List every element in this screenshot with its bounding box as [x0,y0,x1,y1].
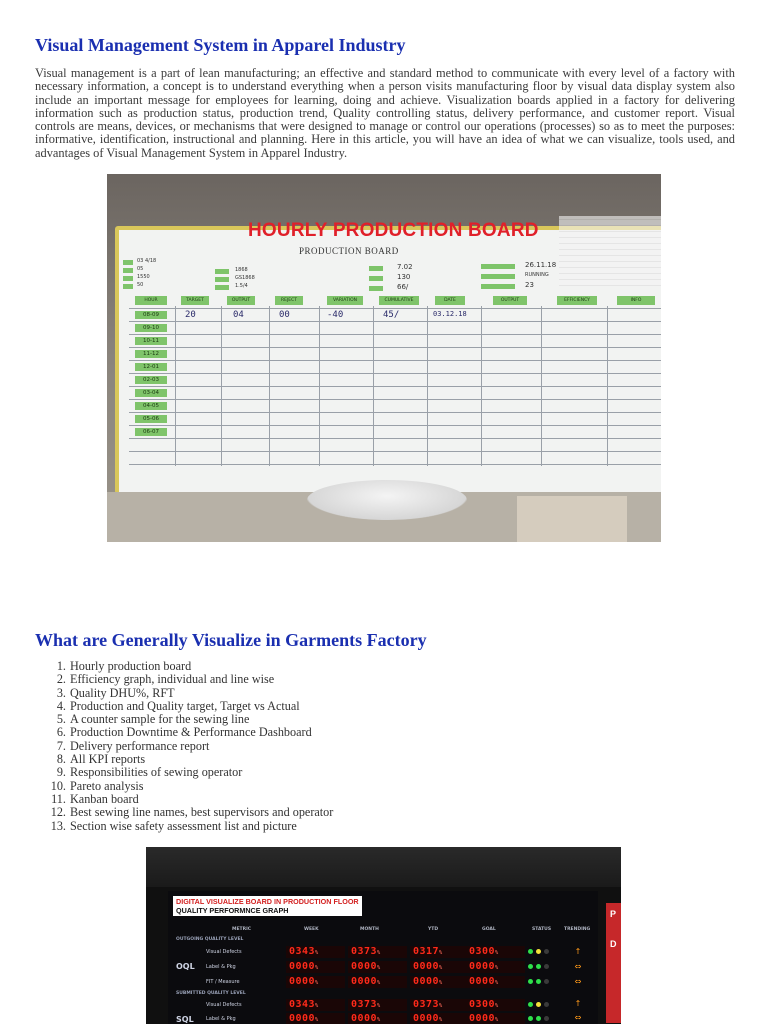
hourly-production-board-photo [107,174,661,542]
section-heading-visualize: What are Generally Visualize in Garments Factory [35,630,427,650]
trend-flat-icon: ⇔ [574,1013,582,1022]
handwritten-value: 20 [185,310,196,320]
board-group-label: SQL [176,1015,194,1024]
visualize-list [35,660,333,833]
led-ytd: 0000% [410,1013,469,1024]
grid-col-header: REJECT [275,296,303,305]
board-field: RUNNING [525,272,549,278]
board-field: 50 [137,282,144,288]
grid-col-header: CUMULATIVE [379,296,419,305]
board-field: 03 4/18 [137,258,157,264]
grid-col-header: INFO [617,296,655,305]
board-metric: Visual Defects [206,949,242,955]
list-item: 8. All KPI reports [69,753,333,766]
board-section-label: OUTGOING QUALITY LEVEL [176,937,244,942]
time-slot: 02-03 [135,376,167,384]
board-field: 05 [137,266,144,272]
led-ytd: 0000% [410,961,469,973]
time-slot: 08-09 [135,311,167,319]
board-header: YTD [428,927,439,932]
time-slot: 12-01 [135,363,167,371]
led-month: 0000% [348,976,407,988]
side-red-panel: P D [606,903,621,1023]
board-field: 130 [397,273,411,281]
board-group-label: OQL [176,962,195,971]
handwritten-value: -40 [327,310,344,320]
list-item: 1. Hourly production board [69,660,333,673]
handwritten-value: 04 [233,310,244,320]
status-lights [528,977,558,987]
led-goal: 0000% [466,961,525,973]
list-item: 7. Delivery performance report [69,740,333,753]
grid-col-header: TARGET [181,296,209,305]
time-slot: 09-10 [135,324,167,332]
board-field: 1.5/4 [235,283,248,289]
time-slot: 10-11 [135,337,167,345]
caption-line-2: QUALITY PERFORMNCE GRAPH [176,906,289,915]
photo-board-caption: PRODUCTION BOARD [299,246,399,256]
led-week: 0343% [286,999,345,1011]
trend-up-icon: ↑ [574,999,582,1008]
time-slot: 11-12 [135,350,167,358]
photo-title-hourly-production-board: HOURLY PRODUCTION BOARD [248,220,539,241]
digital-visualize-board-photo [146,847,621,1024]
board-metric: Label & Pkg [206,964,236,970]
list-item: 6. Production Downtime & Performance Dashboard [69,726,333,739]
board-field: 66/ [397,283,409,291]
board-metric: Label & Pkg [206,1016,236,1022]
status-lights [528,1014,558,1024]
grid-col-header: EFFICIENCY [557,296,597,305]
status-lights [528,947,558,957]
led-ytd: 0317% [410,946,469,958]
trend-flat-icon: ⇔ [574,977,582,986]
led-month: 0373% [348,946,407,958]
list-item: 3. Quality DHU%, RFT [69,687,333,700]
time-slot: 05-06 [135,415,167,423]
led-month: 0000% [348,1013,407,1024]
board-header: WEEK [304,927,319,932]
led-month: 0373% [348,999,407,1011]
intro-paragraph: Visual management is a part of lean manufacturing; an effective and standard method to communicate with every level of a factory with necessary information, a concept is to understand everything when a person visits manufacturing floor by visual data display system also include an important message for employees for learning, doing and achieve. Visualization boards applied in a factory for delivering information such as production status, production trend, Quality controlling status, delivery performance, and customer report. Visual controls are means, devices, or mechanisms that were designed to manage or control our operations (processes) so as to meet the purposes: informative, identification, instructional and planning. Here in this article, you will have an idea of what we can visualize, tools used, and advantages of Visual Management System in Apparel Industry. [35,66,735,160]
grid-col-header: DATE [435,296,465,305]
grid-col-header: OUTPUT [493,296,527,305]
section-heading-vms: Visual Management System in Apparel Industry [35,35,406,55]
led-goal: 0000% [466,976,525,988]
grid-col-header: VARIATION [327,296,363,305]
board-header: METRIC [232,927,252,932]
led-goal: 0000% [466,1013,525,1024]
board-field: 1868 [235,267,248,273]
led-goal: 0300% [466,946,525,958]
led-week: 0000% [286,961,345,973]
board-metric: FIT / Measure [206,979,240,985]
board-header: TRENDING [564,927,591,932]
led-month: 0000% [348,961,407,973]
status-lights [528,962,558,972]
list-item: 10. Pareto analysis [69,780,333,793]
handwritten-value: 00 [279,310,290,320]
list-item: 11. Kanban board [69,793,333,806]
board-header: STATUS [532,927,552,932]
photo-caption-label [173,896,362,916]
time-slot: 03-04 [135,389,167,397]
list-item: 9. Responsibilities of sewing operator [69,766,333,779]
time-slot: 04-05 [135,402,167,410]
trend-flat-icon: ⇔ [574,962,582,971]
trend-up-icon: ↑ [574,947,582,956]
grid-col-header: HOUR [135,296,167,305]
status-lights [528,1000,558,1010]
led-ytd: 0000% [410,976,469,988]
led-week: 0343% [286,946,345,958]
list-item: 2. Efficiency graph, individual and line wise [69,673,333,686]
board-header: GOAL [482,927,496,932]
led-ytd: 0373% [410,999,469,1011]
led-goal: 0300% [466,999,525,1011]
board-field: 26.11.18 [525,261,557,269]
list-item: 13. Section wise safety assessment list and picture [69,820,333,833]
led-week: 0000% [286,1013,345,1024]
list-item: 12. Best sewing line names, best supervisors and operator [69,806,333,819]
list-item: 5. A counter sample for the sewing line [69,713,333,726]
board-field: 23 [525,281,534,289]
handwritten-value: 45/ [383,310,400,320]
grid-col-header: OUTPUT [227,296,255,305]
board-header: MONTH [360,927,379,932]
handwritten-value: 03.12.18 [433,310,467,318]
board-field: GS1868 [235,275,255,281]
list-item: 4. Production and Quality target, Target vs Actual [69,700,333,713]
board-field: 1550 [137,274,150,280]
board-section-label: SUBMITTED QUALITY LEVEL [176,991,246,996]
board-metric: Visual Defects [206,1002,242,1008]
led-week: 0000% [286,976,345,988]
time-slot: 06-07 [135,428,167,436]
board-field: 7.02 [397,263,413,271]
caption-line-1: DIGITAL VISUALIZE BOARD IN PRODUCTION FLOOR [176,897,359,906]
